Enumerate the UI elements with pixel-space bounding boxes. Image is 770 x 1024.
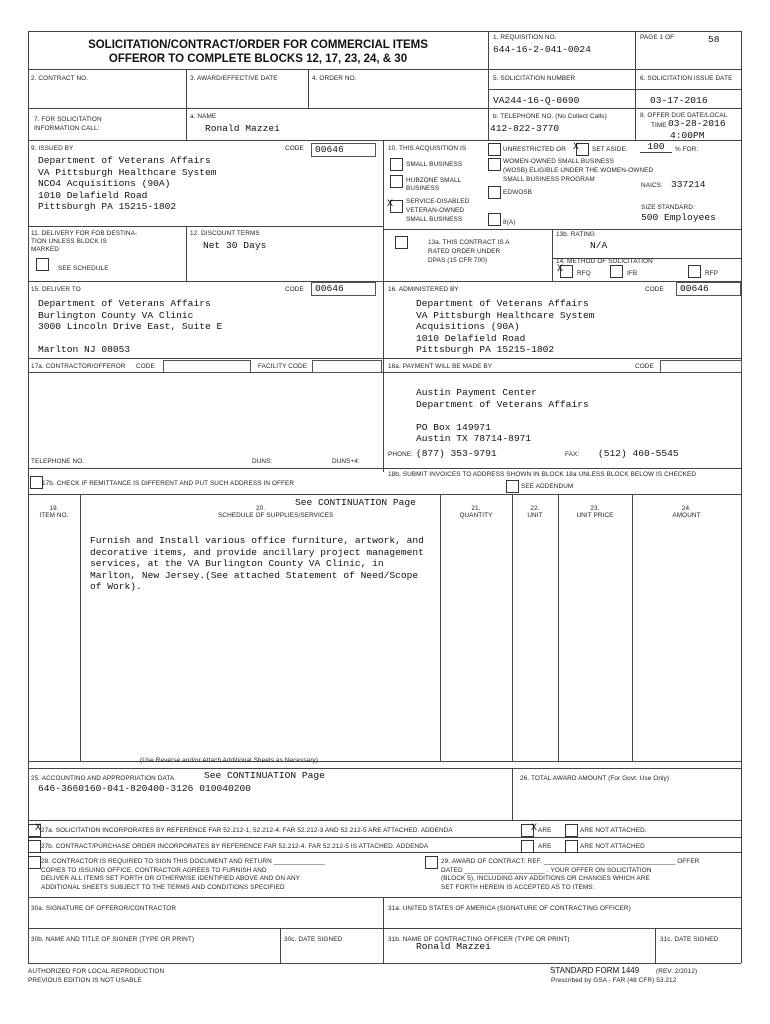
quantity-header: [440, 505, 512, 519]
form-title: [30, 38, 486, 66]
check-mark: X: [531, 823, 538, 834]
block8-time-label: TIME: [651, 122, 667, 129]
header-number: 24.: [681, 505, 692, 512]
address-line: VA Pittsburgh Healthcare System: [416, 309, 595, 321]
block16-code-label: CODE: [645, 286, 664, 293]
block15-label: 15. DELIVER TO: [31, 286, 81, 293]
set-aside-checkbox[interactable]: [573, 142, 589, 156]
unrestricted-label: UNRESTRICTED OR: [503, 146, 566, 153]
see-schedule-label: SEE SCHEDULE: [58, 265, 109, 272]
description-line: of Work).: [90, 581, 142, 593]
block9-code: 00646: [311, 143, 376, 157]
block29-text: [441, 858, 699, 892]
unrestricted-checkbox[interactable]: [488, 143, 501, 156]
contractor-code-field[interactable]: [163, 360, 251, 373]
check-mark: X: [557, 264, 564, 275]
block18b-label: 18b. SUBMIT INVOICES TO ADDRESS SHOWN IN BLOCK 18a UNLESS BLOCK BELOW IS CHECKED: [388, 471, 697, 478]
hubzone-label: HUBZONE SMALL: [406, 177, 462, 184]
block7-label-2: INFORMATION CALL:: [34, 125, 100, 132]
discount-terms: Net 30 Days: [203, 240, 267, 251]
block27b-are-label: ARE: [538, 843, 552, 850]
block31a-label: 31a. UNITED STATES OF AMERICA (SIGNATURE OF CONTRACTING OFFICER): [388, 905, 631, 912]
naics-code: 337214: [671, 179, 706, 190]
header-number: 22.: [530, 505, 540, 512]
block15-code-label: CODE: [285, 286, 304, 293]
block15-code: 00646: [311, 282, 376, 296]
deliver-to-address: [38, 298, 222, 356]
unit-price-header: [558, 505, 632, 519]
hubzone-checkbox[interactable]: [390, 175, 403, 188]
item-no-header: [28, 505, 80, 519]
address-line: 3000 Lincoln Drive East, Suite E: [38, 321, 223, 333]
block28-line: DELIVER ALL ITEMS SET FORTH OR OTHERWISE IDENTIFIED ABOVE AND ON ANY: [41, 875, 301, 883]
header-number: 23.: [590, 505, 600, 512]
block17a-code-label: CODE: [136, 363, 155, 370]
description-line: Marlton, New Jersey.(See attached Statement of Need/Scope: [90, 569, 419, 581]
block1-label: 1. REQUISITION NO.: [493, 34, 557, 41]
header-text: AMOUNT: [672, 512, 701, 519]
address-line: 1010 Delafield Road: [38, 189, 148, 201]
block28-line: ADDITIONAL SHEETS SUBJECT TO THE TERMS AND CONDITIONS SPECIFIED: [41, 883, 285, 891]
address-line: [38, 333, 222, 345]
block16-code: 00646: [676, 282, 741, 296]
contracting-officer-name: Ronald Mazzei: [416, 941, 491, 952]
block31c-label: 31c. DATE SIGNED: [660, 936, 719, 943]
set-aside-label: SET ASIDE:: [592, 146, 628, 153]
fax-label: FAX:: [565, 451, 580, 458]
small-business-checkbox[interactable]: [390, 158, 403, 171]
check-mark: X: [573, 142, 580, 153]
set-aside-percent: 100: [640, 141, 672, 153]
accounting-data: 646-3660160-041-820400-3126 010040200: [38, 783, 252, 794]
officer-signature-field[interactable]: [386, 912, 738, 926]
block29-line: 29. AWARD OF CONTRACT: REF. ____________________________________ OFFER: [441, 858, 700, 865]
block30c-label: 30c. DATE SIGNED: [284, 936, 343, 943]
small-business-label: SMALL BUSINESS: [406, 161, 463, 168]
8a-label: 8(A): [503, 219, 516, 226]
block27a-label: 27a. SOLICITATION INCORPORATES BY REFERENCE FAR 52.212-1, 52.212-4. FAR 52.212-3 AND 52.212-5 ARE ATTACHED. ADDENDA: [41, 827, 453, 834]
telephone-label: TELEPHONE NO.: [31, 458, 85, 465]
block9-code-label: CODE: [285, 145, 304, 152]
block7a-label: a. NAME: [190, 113, 217, 120]
accounting-see-continuation: See CONTINUATION Page: [204, 770, 325, 781]
block30a-label: 30a. SIGNATURE OF OFFEROR/CONTRACTOR: [31, 905, 177, 912]
block28-text: [41, 858, 325, 892]
footer-reproduction: AUTHORIZED FOR LOCAL REPRODUCTION: [28, 968, 165, 975]
ifb-label: IFB: [627, 270, 638, 277]
rated-order-checkbox[interactable]: [395, 236, 408, 249]
block9-label: 9. ISSUED BY: [31, 145, 74, 152]
address-line: VA Pittsburgh Healthcare System: [38, 166, 217, 178]
block27b-are-not-checkbox[interactable]: [565, 840, 578, 853]
address-line: Marlton NJ 08053: [38, 344, 131, 356]
see-schedule-checkbox[interactable]: [36, 258, 49, 271]
block28-checkbox[interactable]: [28, 856, 41, 869]
block5-label: 5. SOLICITATION NUMBER: [493, 75, 576, 82]
solicitation-issue-date: 03-17-2016: [650, 95, 708, 106]
block29-line: (BLOCK 5), INCLUDING ANY ADDITIONS OR CHANGES WHICH ARE: [441, 875, 650, 883]
wosb-label-2: (WOSB) ELIGIBLE UNDER THE WOMEN-OWNED: [503, 167, 654, 174]
address-line: Pittsburgh PA 15215-1802: [416, 344, 555, 356]
payment-code-field: [660, 360, 742, 373]
issued-by-address: [38, 155, 216, 213]
block2-label: 2. CONTRACT NO.: [31, 75, 89, 82]
description-line: Furnish and Install various office furniture, artwork, and: [90, 535, 424, 546]
schedule-see-continuation: See CONTINUATION Page: [295, 497, 416, 508]
block27b-are-checkbox[interactable]: [521, 840, 534, 853]
footer-prescribed: Prescribed by GSA - FAR (48 CFR) 53.212: [551, 977, 677, 984]
block26-label: 26. TOTAL AWARD AMOUNT (For Govt. Use Only): [520, 775, 670, 782]
form-title-line1: SOLICITATION/CONTRACT/ORDER FOR COMMERCIAL ITEMS: [88, 39, 428, 51]
block17a-label: 17a. CONTRACTOR/OFFEROR: [31, 363, 126, 370]
address-line: Department of Veterans Affairs: [416, 298, 589, 309]
offer-due-time: 4:00PM: [670, 130, 705, 141]
address-line: Department of Veterans Affairs: [38, 155, 211, 166]
block27a-are-not-checkbox[interactable]: [565, 824, 578, 837]
payment-fax: (512) 460-5545: [598, 448, 679, 459]
page-label: PAGE 1 OF: [640, 34, 675, 41]
address-line: Austin Payment Center: [416, 387, 537, 398]
block13a-label-2: RATED ORDER UNDER: [428, 248, 501, 255]
contact-name: Ronald Mazzei: [205, 123, 280, 134]
block3-label: 3. AWARD/EFFECTIVE DATE: [190, 75, 278, 82]
block25-label: 25. ACCOUNTING AND APPROPRIATION DATA: [31, 775, 175, 782]
footer-previous-edition: PREVIOUS EDITION IS NOT USABLE: [28, 977, 142, 984]
requisition-number: 644-16-2-041-0024: [493, 44, 591, 55]
block6-label: 6. SOLICITATION ISSUE DATE: [640, 75, 733, 82]
block28-line: 28. CONTRACTOR IS REQUIRED TO SIGN THIS DOCUMENT AND RETURN ______________: [41, 858, 325, 865]
sdvosb-checkbox[interactable]: [387, 199, 403, 213]
see-addendum-label: SEE ADDENDUM: [521, 483, 574, 490]
8a-checkbox[interactable]: [488, 213, 501, 226]
block27a-are-label: ARE: [538, 827, 552, 834]
administered-by-address: [416, 298, 594, 356]
header-number: 21.: [471, 505, 481, 512]
block11-label-3: MARKED: [31, 246, 59, 253]
block18a-label: 18a. PAYMENT WILL BE MADE BY: [388, 363, 493, 370]
sdvosb-label-2: VETERAN-OWNED: [406, 207, 465, 214]
unit-header: [512, 505, 558, 519]
schedule-note: (Use Reverse and/or Attach Additional Sheets as Necessary): [140, 757, 319, 764]
check-mark: X: [35, 823, 42, 834]
address-line: PO Box 149971: [416, 421, 491, 433]
block28-line: COPIES TO ISSUING OFFICE. CONTRACTOR AGREES TO FURNISH AND: [41, 866, 267, 874]
rfp-label: RFP: [705, 270, 719, 277]
block10-label: 10. THIS ACQUISITION IS: [388, 145, 467, 152]
set-aside-for-label: % FOR:: [675, 146, 699, 153]
address-line: 1010 Delafield Road: [416, 332, 526, 344]
duns-label: DUNS:: [252, 458, 273, 465]
block7b-label: b. TELEPHONE NO. (No Collect Calls): [493, 113, 607, 120]
offer-due-date: 03-28-2016: [668, 118, 726, 129]
schedule-description: [90, 535, 424, 593]
block11-label: 11. DELIVERY FOR FOB DESTINA-: [31, 230, 138, 237]
address-line: Acquisitions (90A): [416, 321, 520, 333]
rating-value: N/A: [590, 240, 608, 251]
block17b-label: 17b. CHECK IF REMITTANCE IS DIFFERENT AND PUT SUCH ADDRESS IN OFFER: [42, 480, 295, 487]
rfq-checkbox[interactable]: [557, 264, 573, 278]
block8-label: 8. OFFER DUE DATE/LOCAL: [640, 112, 728, 119]
address-line: Burlington County VA Clinic: [38, 309, 194, 321]
address-line: Pittsburgh PA 15215-1802: [38, 201, 177, 213]
edwosb-label: EDWOSB: [503, 189, 533, 196]
block11-label-2: TION UNLESS BLOCK IS: [31, 238, 107, 245]
facility-code-field[interactable]: [312, 360, 382, 373]
phone-label: PHONE:: [388, 451, 414, 458]
rfp-checkbox[interactable]: [688, 265, 701, 278]
block27a-are-checkbox[interactable]: [521, 823, 538, 837]
block29-checkbox[interactable]: [425, 856, 438, 869]
rfq-label: RFQ: [577, 270, 591, 277]
wosb-checkbox[interactable]: [488, 158, 501, 171]
description-line: decorative items, and provide ancillary project management: [90, 546, 424, 558]
block29-line: DATED ______________________ . YOUR OFFER ON SOLICITATION: [441, 866, 652, 874]
size-standard: 500 Employees: [641, 212, 716, 223]
header-text: ITEM NO.: [39, 512, 69, 519]
header-text: QUANTITY: [459, 512, 493, 519]
wosb-label: WOMEN-OWNED SMALL BUSINESS: [503, 158, 615, 165]
check-mark: X: [387, 199, 394, 210]
block29-line: SET FORTH HEREIN IS ACCEPTED AS TO ITEMS:: [441, 883, 595, 891]
address-line: Austin TX 78714-8971: [416, 433, 532, 445]
footer-revision: (REV. 2/2012): [656, 968, 698, 975]
block30b-label: 30b. NAME AND TITLE OF SIGNER (TYPE OR PRINT): [31, 936, 195, 943]
block27b-label: 27b. CONTRACT/PURCHASE ORDER INCORPORATES BY REFERENCE FAR 52.212-4. FAR 52.212-5 IS ATTACHED. ADDENDA: [41, 843, 429, 850]
address-line: NCO4 Acquisitions (90A): [38, 178, 171, 190]
block27b-checkbox[interactable]: [28, 840, 41, 853]
description-line: services, at the VA Burlington County VA Clinic, in: [90, 558, 384, 570]
block13b-label: 13b. RATING: [556, 231, 595, 238]
amount-header: [632, 505, 741, 519]
size-standard-label: SIZE STANDARD:: [641, 204, 695, 211]
block31b-label: 31b. NAME OF CONTRACTING OFFICER (TYPE OR PRINT): [388, 936, 570, 943]
see-addendum-checkbox[interactable]: [506, 480, 519, 493]
header-text: UNIT PRICE: [576, 512, 614, 519]
facility-code-label: FACILITY CODE: [258, 363, 308, 370]
address-line: Department of Veterans Affairs: [38, 298, 211, 309]
naics-label: NAICS:: [641, 182, 663, 189]
address-line: Department of Veterans Affairs: [416, 398, 589, 410]
block12-label: 12. DISCOUNT TERMS: [190, 230, 260, 237]
header-number: 19.: [49, 505, 59, 512]
payment-phone: (877) 353-9791: [416, 448, 497, 459]
hubzone-label-2: BUSINESS: [406, 185, 440, 192]
block27a-checkbox[interactable]: [28, 824, 41, 837]
wosb-label-3: SMALL BUSINESS PROGRAM: [503, 176, 595, 183]
footer-form-number: STANDARD FORM 1449: [550, 966, 640, 975]
block4-label: 4. ORDER NO.: [312, 75, 357, 82]
form-title-line2: OFFEROR TO COMPLETE BLOCKS 12, 17, 23, 24, & 30: [108, 53, 408, 65]
page-total: 58: [708, 34, 720, 45]
block27a-are-not-label: ARE NOT ATTACHED.: [580, 827, 647, 834]
block13a-label: 13a. THIS CONTRACT IS A: [428, 239, 510, 246]
sdvosb-label-3: SMALL BUSINESS: [406, 216, 463, 223]
address-line: [416, 410, 589, 422]
block27b-are-not-label: ARE NOT ATTACHED: [580, 843, 645, 850]
payment-office-address: [416, 387, 589, 445]
header-text: UNIT: [527, 512, 543, 519]
block14-label: 14. METHOD OF SOLICITATION: [556, 258, 653, 265]
sdvosb-label: SERVICE-DISABLED: [406, 198, 470, 205]
edwosb-checkbox[interactable]: [488, 186, 501, 199]
offeror-signature-field[interactable]: [30, 912, 380, 926]
header-text: SCHEDULE OF SUPPLIES/SERVICES: [218, 512, 334, 519]
block18a-code-label: CODE: [635, 363, 654, 370]
block13a-label-3: DPAS (15 CFR 700): [428, 257, 488, 264]
header-number: 20.: [256, 505, 266, 512]
block16-label: 16. ADMINISTERED BY: [388, 286, 459, 293]
block7-label: 7. FOR SOLICITATION: [34, 116, 102, 123]
contact-telephone: 412-822-3770: [490, 123, 560, 134]
solicitation-number: VA244-16-Q-0690: [493, 95, 580, 106]
duns4-label: DUNS+4:: [332, 458, 360, 465]
ifb-checkbox[interactable]: [610, 265, 623, 278]
